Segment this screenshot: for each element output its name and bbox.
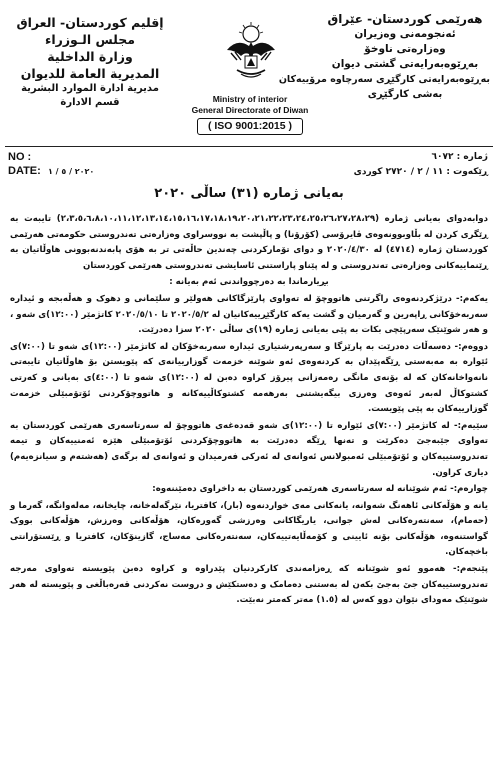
item-fourth: چوارەم:- ئەم شوێنانە لە سەرتاسەری هەرێمی کوردستان بە داخراوی دەمێننەوە: xyxy=(152,484,488,495)
arabic-hr-line: مديرية ادارة الموارد البشرية xyxy=(21,83,159,94)
header-divider xyxy=(5,146,493,147)
date-value: ٢٠٢٠ / ٥ / ١ xyxy=(48,167,95,176)
kurdish-ministry-line: وەزارەتی ناوخۆ xyxy=(364,43,446,55)
intro-paragraph: دوابەدوای بەیانی ژمارە (٢،٣،٥،٦،٨،١٠،١١،١٢،١٣،١٤،١٥،١٦،١٧،١٨،١٩،٢٠،٢١،٢٢،٢٣،٢٤،٢٥،٢٦،٢٧،٢٨،٢٩) تایبەت بە ڕێگری کردن لە بڵاوبوونەوەی ڤایرۆسی (کۆرۆنا) و پاڵپشت بە نووسراوی وەزارەتی تەندروستی حکومەتی هەرێمی کوردستان ژمارە (٤٧١٤) لە ٢٠٢٠/٤/٣٠ و دوای تۆمارکردنی چەندین حاڵەتی تر بە هۆی پابەندنەبوونی هاوڵاتیان بە ڕێنماییەکانی وەزارەتی تەندروستی و لە پێناو پاراستنی ئاسایشی تەندروستی هەرێمی کوردستان xyxy=(10,214,488,271)
statement-body xyxy=(10,212,488,610)
ministry-name: Ministry of interior xyxy=(212,94,288,104)
number-field-kurdish: ژمارە : ٦٠٧٢ xyxy=(431,152,488,162)
item-third: سێیەم:- لە کاتژمێر (٧:٠٠)ی ئێوارە تا (١٢:٠٠)ی شەو قەدەغەی هاتووچۆ لە سەرتاسەری هەرێمی کوردستان بە تەواوی جێبەجێ دەکرێت و تەنها ڕێگە دەدرێت بە هاتووچۆکردنی ئۆتۆمبێلی هێزە ئەمنییەکان و تیمە تەندروستییەکان و ئۆتۆمبێلی ئەمبولانس ئەوانەی لە ئەرکی فەرمیدان و ئەوانەی لە برگەی (هەشتەم و سیانزەیەم) دیاری کراون. xyxy=(10,420,488,478)
arabic-ministry-line: وزارة الداخلية xyxy=(47,49,133,64)
closed-places-list: یانە و هۆڵەکانی ئاهەنگ شەوانە، یانەکانی مەی خواردنەوە (بار)، کافتریا، نێرگەلەخانە، چایخانە، مەلەوانگە، گەرما و (حەمام)، سەنتەرەکانی لەش جوانی، یاریگاکانی وەرزشی گەورەکان، هۆڵەکانی وەرزش، هۆڵەکانی بووک گواستنەوە، هۆڵەکانی بۆنە ئایینی و کۆمەڵایەتییەکان، سەنتەرەکانی مەساج، گازینۆکان، کافتریا و ڕێستۆرانتی باخچەکان. xyxy=(10,500,488,558)
iso-badge: ( ISO 9001:2015 ) xyxy=(197,118,303,135)
kurdish-council-line: ئەنجومەنی وەزیران xyxy=(354,28,456,40)
directorate-name: General Directorate of Diwan xyxy=(191,105,309,115)
item-second: دووەم:- دەسەڵات دەدرێت بە پارێزگا و سەرپەرشتیاری ئیدارە سەربەخۆکان لە کاتژمێر (١٢:٠٠)ی شەو تا (٧:٠٠)ی ئێوارە بە مەبەستی ڕێگەپێدان بە کردنەوەی ئەو شوێنە خزمەت گوزارییانەی کە پێویستن بۆ هاوڵاتیان تایبەتی نانەواخانەکان کە لە بۆنەی مانگی رەمەزانی پیرۆز کراوە دەبن لە (١٢:٠٠)ی شەو تا (٤:٠٠)ی بەیانی و کەرتی کشتوکاڵ لەبەر ئەوەی وەرزی بیگەیشتنی بەرهەمە کشتوکاڵییەکانە و هاتووچۆکردنی ئۆتۆمبێلی خزمەت گوزارییەکان بە پێی پێویست. xyxy=(10,341,489,415)
decision-line: بڕیارماندا بە دەرچوواندنی ئەم بەیانە : xyxy=(169,277,329,288)
kurdish-region-line: هەرێمی کوردستان- عێراق xyxy=(327,12,483,26)
kurdish-hr-line: بەڕێوەبەرایەتی کارگێڕی سەرچاوە مرۆییەکان xyxy=(278,74,490,85)
item-fifth: پێنجەم:- هەموو ئەو شوێنانە کە ڕەزامەندی کارکردنیان پێدراوە و کراوە دەبن پێویستە تەواوی مەرجە تەندروستییەکان جێ بەجێ بکەن لە بەستنی دەمامک و دەستکێش و دروست نەکردنی قەرەباڵغی و پێویستە لە هەر شوێنێک مەودای نێوان دوو کەس لە (١.٥) مەتر کەمتر نەبێت. xyxy=(10,564,488,606)
statement-title: بەیانی ژمارە (٣١) ساڵی ٢٠٢٠ xyxy=(154,186,344,201)
arabic-section-line: قسم الادارة xyxy=(60,97,120,108)
kurdish-letterhead xyxy=(278,12,490,102)
kurdish-directorate-line: بەڕێوەبەرایەتی گشتی دیوان xyxy=(331,58,479,70)
item-first: یەکەم:- درێژکردنەوەی راگرتنی هاتووچۆ لە تەواوی پارێزگاکانی هەولێر و سلێمانی و دهوک و هەڵەبجە و ئیدارە سەربەخۆکانی ڕاپەرین و گەرمیان و گشت یەکە کارگێڕییەکانیان لە ٢٠٢٠/٥/٢ تا ٢٠٢٠/٥/١٠ کاتژمێر (١٢:٠٠)ی شەو ، و هەر شوێنێک سەرپێچی بکات بە پێی بەیانی ژمارە (١٩)ی ساڵی ٢٠٢٠ سزا دەدرێت. xyxy=(10,293,489,336)
arabic-council-line: مجلس الـوزراء xyxy=(44,32,136,47)
date-field-kurdish: ڕێکەوت : ١١ / ٢ / ٢٧٢٠ کوردی xyxy=(353,167,488,177)
arabic-directorate-line: المديرية العامة للديوان xyxy=(20,66,160,81)
number-label: NO : xyxy=(8,151,32,163)
arabic-letterhead xyxy=(6,14,174,110)
kurdish-section-line: بەشی کارگێڕی xyxy=(367,89,443,100)
arabic-region-line: إقليم كوردستان- العراق xyxy=(16,15,164,30)
kurdistan-emblem-icon xyxy=(223,20,279,82)
english-letterhead xyxy=(180,94,320,135)
date-label: DATE: xyxy=(8,165,41,177)
